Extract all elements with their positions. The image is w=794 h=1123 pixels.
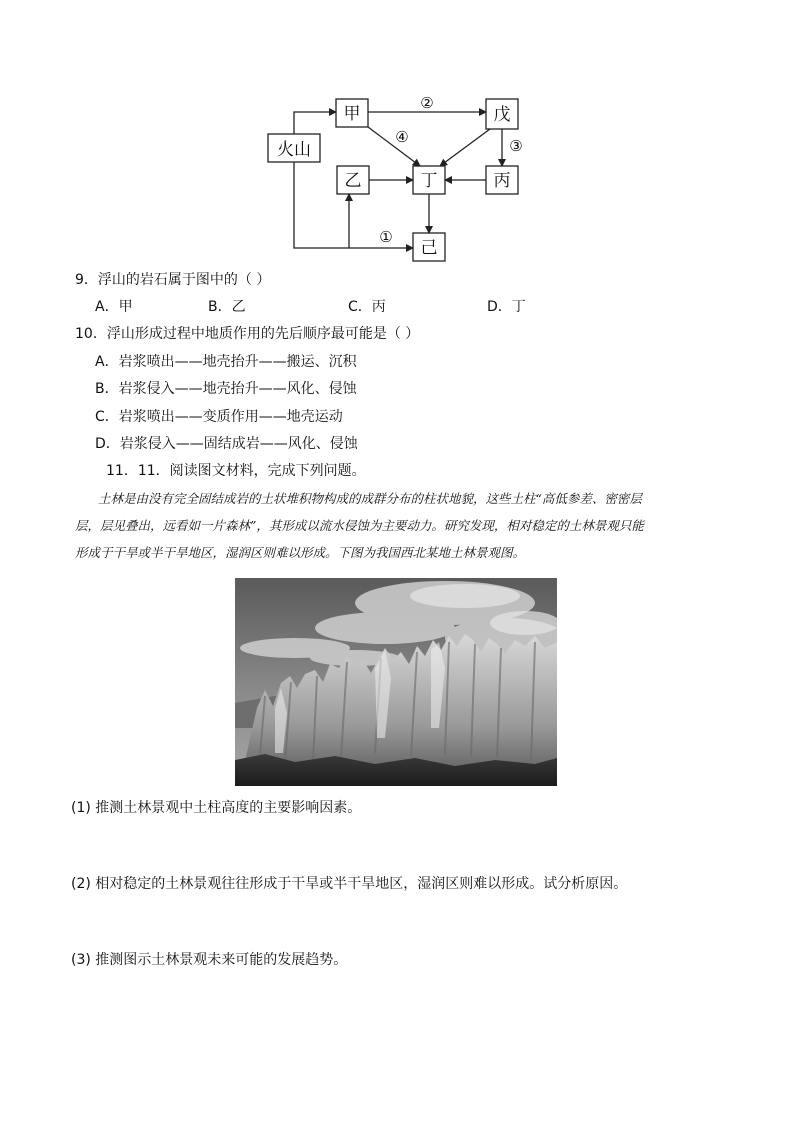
node-ji-label: 己 — [420, 238, 438, 258]
q10-stem: 10．浮山形成过程中地质作用的先后顺序最可能是（ ） — [75, 326, 420, 342]
arrow-label-4: ④ — [395, 128, 409, 146]
q11-material-line-3: 形成于干旱或半干旱地区，湿润区则难以形成。下图为我国西北某地土林景观图。 — [75, 545, 526, 560]
node-volcano-label: 火山 — [277, 140, 311, 160]
q10-option-b: B．岩浆侵入——地壳抬升——风化、侵蚀 — [95, 381, 357, 397]
node-yi-label: 乙 — [344, 171, 362, 191]
q9-stem: 9．浮山的岩石属于图中的（ ） — [75, 272, 271, 288]
q9-option-d: D．丁 — [487, 299, 526, 315]
node-ding-label: 丁 — [420, 171, 438, 191]
node-bing-label: 丙 — [493, 171, 511, 191]
arrow-label-1: ① — [379, 228, 393, 246]
node-jia-label: 甲 — [343, 104, 361, 124]
arrow-volcano-jia — [294, 112, 336, 134]
arrow-label-3: ③ — [509, 137, 523, 155]
q11-material-line-2: 层，层见叠出，远看如一片森林”，其形成以流水侵蚀为主要动力。研究发现，相对稳定的土林景观只能 — [75, 518, 644, 533]
arrow-wu-ding — [440, 129, 490, 166]
q9-option-b: B．乙 — [208, 299, 246, 315]
earth-forest-photo — [235, 578, 557, 786]
rock-cycle-diagram — [260, 92, 530, 262]
q11-material-line-1: 土林是由没有完全固结成岩的土状堆积物构成的成群分布的柱状地貌，这些土柱“高低参差、密密层 — [98, 491, 642, 506]
node-wu-label: 戊 — [493, 105, 511, 125]
arrow-jia-ding — [368, 127, 420, 166]
q10-option-c: C．岩浆喷出——变质作用——地壳运动 — [95, 409, 343, 425]
q11-sub1: (1) 推测土林景观中土柱高度的主要影响因素。 — [71, 800, 362, 816]
q9-option-c: C．丙 — [348, 299, 386, 315]
q9-option-a: A．甲 — [95, 299, 133, 315]
q11-sub2: (2) 相对稳定的土林景观往往形成于干旱或半干旱地区，湿润区则难以形成。试分析原因。 — [71, 876, 628, 892]
q10-option-a: A．岩浆喷出——地壳抬升——搬运、沉积 — [95, 354, 357, 370]
q11-stem: 11．11．阅读图文材料，完成下列问题。 — [106, 463, 366, 479]
q10-option-d: D．岩浆侵入——固结成岩——风化、侵蚀 — [95, 436, 358, 452]
arrow-label-2: ② — [420, 94, 434, 112]
q11-sub3: (3) 推测图示土林景观未来可能的发展趋势。 — [71, 952, 348, 968]
